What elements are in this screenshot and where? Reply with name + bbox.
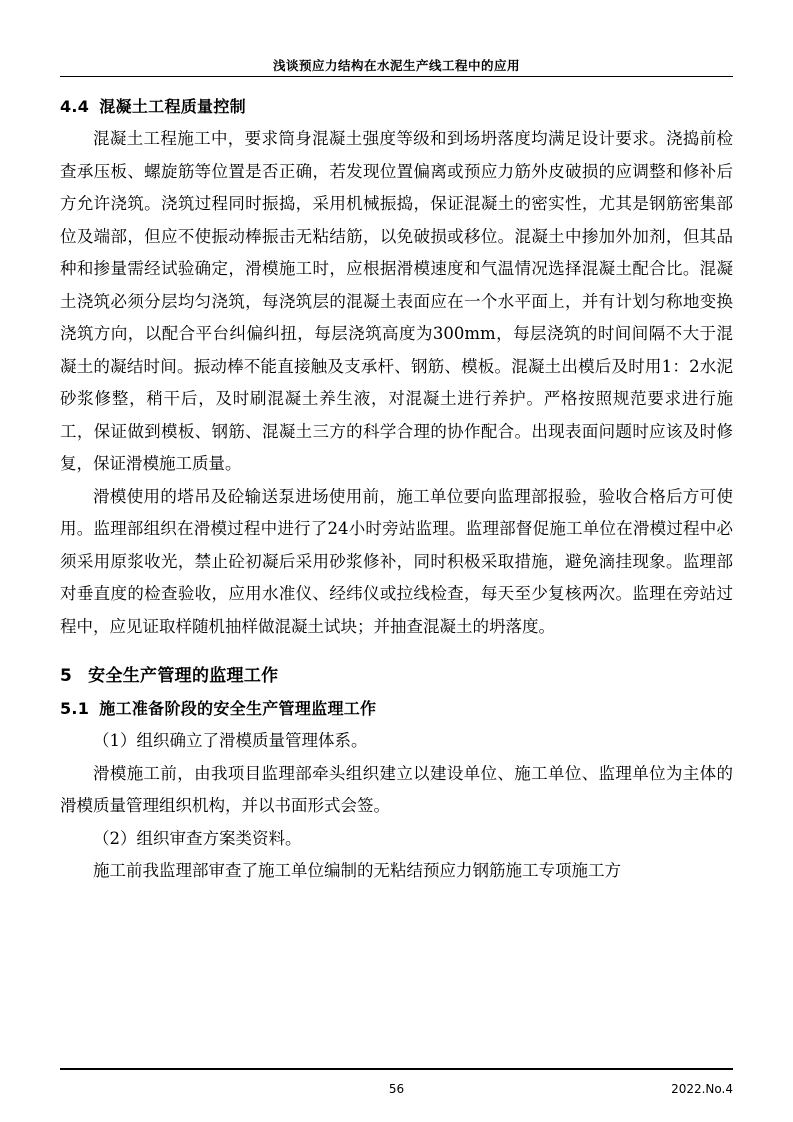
section-heading-5 [60, 661, 733, 686]
page-footer [60, 1082, 733, 1100]
paragraph: 施工前我监理部审查了施工单位编制的无粘结预应力钢筋施工专项施工方 [93, 861, 621, 880]
paragraph: （1）组织确立了滑模质量管理体系。 [93, 731, 368, 750]
page-content-area [60, 0, 733, 1122]
page-number: 56 [388, 1082, 405, 1096]
section-number: 5 [60, 666, 73, 686]
footer-divider [60, 1068, 733, 1070]
issue-label: 2022.No.4 [671, 1082, 733, 1096]
section-number: 5.1 [60, 699, 90, 718]
document-body [60, 84, 733, 888]
paragraph: 滑模施工前，由我项目监理部牵头组织建立以建设单位、施工单位、监理单位为主体的滑模质量管理组织机构，并以书面形式会签。 [60, 763, 733, 815]
paragraph: 滑模使用的塔吊及砼输送泵进场使用前，施工单位要向监理部报验，验收合格后方可使用。监理部组织在滑模过程中进行了24小时旁站监理。监理部督促施工单位在滑模过程中必须采用原浆收光，禁止砼初凝后采用砂浆修补，同时积极采取措施，避免滴挂现象。监理部对垂直度的检查验收，应用水准仪、经纬仪或拉线检查，每天至少复核两次。监理在旁站过程中，应见证取样随机抽样做混凝土试块；并抽查混凝土的坍落度。 [60, 486, 733, 636]
section-number: 4.4 [60, 97, 90, 116]
header-divider [60, 76, 733, 77]
section-heading-4-4 [60, 94, 733, 117]
section-title: 混凝土工程质量控制 [99, 97, 246, 116]
section-heading-5-1 [60, 696, 733, 719]
section-title: 安全生产管理的监理工作 [88, 666, 279, 686]
section-title: 施工准备阶段的安全生产管理监理工作 [99, 699, 377, 718]
paragraph: （2）组织审查方案类资料。 [93, 828, 302, 848]
paragraph: 混凝土工程施工中，要求筒身混凝土强度等级和到场坍落度均满足设计要求。浇捣前检查承压板、螺旋筋等位置是否正确，若发现位置偏离或预应力筋外皮破损的应调整和修补后方允许浇筑。浇筑过程同时振捣，采用机械振捣，保证混凝土的密实性，尤其是钢筋密集部位及端部，但应不使振动棒振击无粘结筋，以免破损或移位。混凝土中掺加外加剂，但其品种和掺量需经试验确定，滑模施工时，应根据滑模速度和气温情况选择混凝土配合比。混凝土浇筑必须分层均匀浇筑，每浇筑层的混凝土表面应在一个水平面上，并有计划匀称地变换浇筑方向，以配合平台纠偏纠扭，每层浇筑高度为300mm，每层浇筑的时间间隔不大于混凝土的凝结时间。振动棒不能直接触及支承杆、钢筋、模板。混凝土出模后及时用1：2水泥砂浆修整，稍干后，及时刷混凝土养生液，对混凝土进行养护。严格按照规范要求进行施工，保证做到模板、钢筋、混凝土三方的科学合理的协作配合。出现表面问题时应该及时修复，保证滑模施工质量。 [60, 129, 733, 473]
running-header: 浅谈预应力结构在水泥生产线工程中的应用 [272, 58, 520, 73]
